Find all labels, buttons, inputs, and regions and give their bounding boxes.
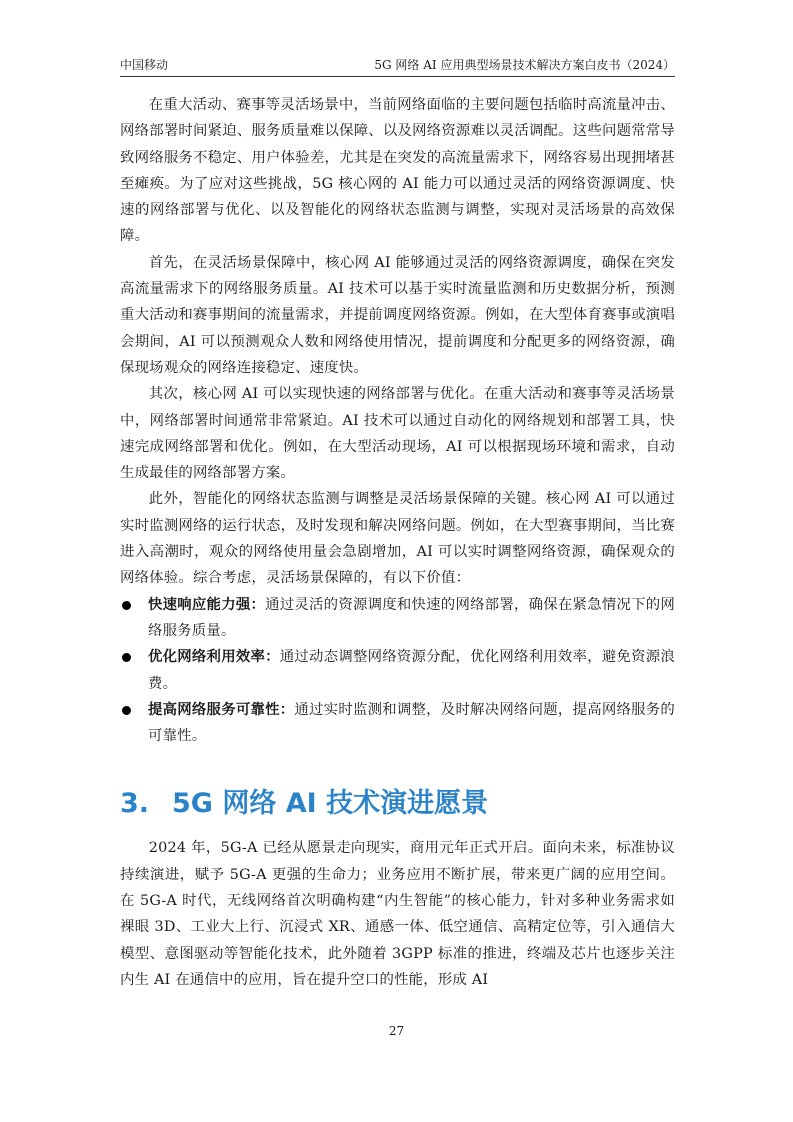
bullet-icon: [122, 706, 131, 715]
body-paragraph: 首先，在灵活场景保障中，核心网 AI 能够通过灵活的网络资源调度，确保在突发高流量需求下的网络服务质量。AI 技术可以基于实时流量监测和历史数据分析，预测重大活动和赛事期间的流量需求，并提前调度网络资源。例如，在大型体育赛事或演唱会期间，AI 可以预测观众人数和网络使用情况，提前调度和分配更多的网络资源，确保现场观众的网络连接稳定、速度快。: [120, 254, 675, 376]
header-org: 中国移动: [120, 58, 169, 72]
list-item: [120, 644, 675, 697]
list-item-title: 优化网络利用效率：: [148, 649, 280, 666]
header-doc-title: 5G 网络 AI 应用典型场景技术解决方案白皮书（2024）: [374, 58, 675, 72]
body-paragraph: 其次，核心网 AI 可以实现快速的网络部署与优化。在重大活动和赛事等灵活场景中，网络部署时间通常非常紧迫。AI 技术可以通过自动化的网络规划和部署工具，快速完成网络部署和优化。例如，在大型活动现场，AI 可以根据现场环境和需求，自动生成最佳的网络部署方案。: [120, 386, 675, 482]
page-content: [120, 92, 675, 993]
list-item-text: 通过灵活的资源调度和快速的网络部署，确保在紧急情况下的网络服务质量。: [148, 596, 675, 639]
list-item-text: 通过实时监测和调整，及时解决网络问题，提高网络服务的可靠性。: [148, 701, 675, 745]
body-paragraph: 2024 年，5G-A 已经从愿景走向现实，商用元年正式开启。面向未来，标准协议持续演进，赋予 5G-A 更强的生命力；业务应用不断扩展，带来更广阔的应用空间。在 5G-A 时代，无线网络首次明确构建“内生智能”的核心能力，针对多种业务需求如裸眼 3D、工业大上行、沉浸式 XR、通感一体、低空通信、高精定位等，引入通信大模型、意图驱动等智能化技术，此外随着 3GPP 标准的推进，终端及芯片也逐步关注内生 AI 在通信中的应用，旨在提升空口的性能，形成 AI: [120, 840, 675, 988]
list-item-title: 快速响应能力强：: [148, 596, 266, 613]
page-footer: [0, 1024, 793, 1038]
list-item: [120, 697, 675, 750]
body-paragraph: 在重大活动、赛事等灵活场景中，当前网络面临的主要问题包括临时高流量冲击、网络部署时间紧迫、服务质量难以保障、以及网络资源难以灵活调配。这些问题常常导致网络服务不稳定、用户体验差，尤其是在突发的高流量需求下，网络容易出现拥堵甚至瘫痪。为了应对这些挑战，5G 核心网的 AI 能力可以通过灵活的网络资源调度、快速的网络部署与优化、以及智能化的网络状态监测与调整，实现对灵活场景的高效保障。: [120, 97, 675, 245]
section-heading: [120, 787, 675, 821]
page-number: 27: [388, 1024, 405, 1038]
list-item-title: 提高网络服务可靠性：: [148, 701, 295, 718]
value-list: [120, 592, 675, 750]
bullet-icon: [122, 653, 131, 662]
bullet-icon: [122, 601, 131, 610]
list-item-text: 通过动态调整网络资源分配，优化网络利用效率，避免资源浪费。: [148, 649, 675, 692]
list-item: [120, 592, 675, 645]
section-number: 3.: [120, 788, 150, 820]
page-header: [120, 56, 675, 77]
body-paragraph: 此外，智能化的网络状态监测与调整是灵活场景保障的关键。核心网 AI 可以通过实时监测网络的运行状态，及时发现和解决网络问题。例如，在大型赛事期间，当比赛进入高潮时，观众的网络使用量会急剧增加，AI 可以实时调整网络资源，确保观众的网络体验。综合考虑，灵活场景保障的，有以下价值：: [120, 491, 675, 587]
section-title: 5G 网络 AI 技术演进愿景: [172, 788, 489, 820]
